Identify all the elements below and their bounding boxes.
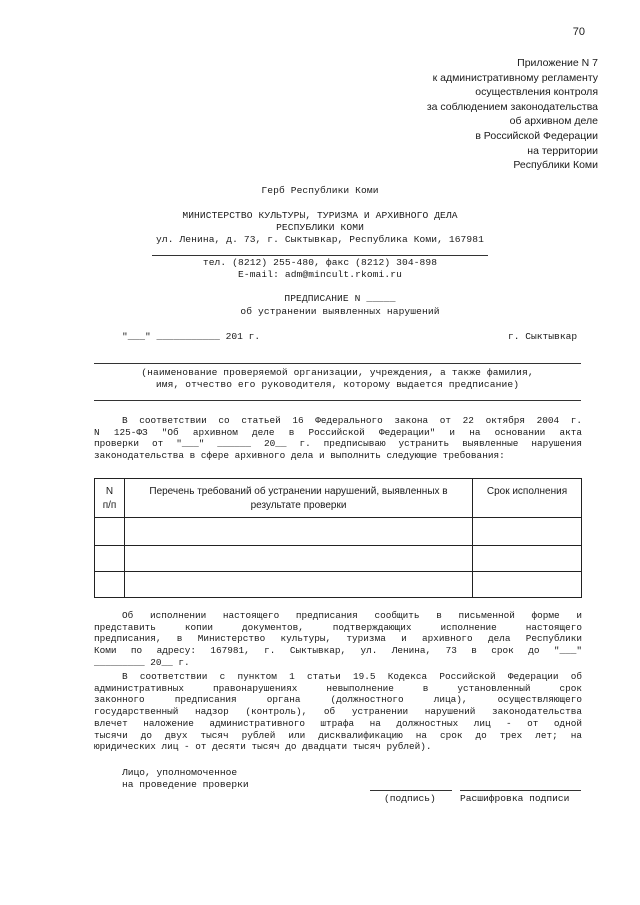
paragraph-line: законного предписания органа (должностного лица), осуществляющего [94, 694, 582, 706]
col-number-header [95, 479, 125, 518]
paragraph-line: В соответствии с пунктом 1 статьи 19.5 Кодекса Российской Федерации об [122, 671, 582, 682]
paragraph-line: предписания, в Министерство культуры, туризма и архивного дела Республики [94, 633, 582, 645]
col-requirements-header [125, 479, 473, 518]
ministry-phone: тел. (8212) 255-480, факс (8212) 304-898 [202, 257, 438, 268]
emblem-caption: Герб Республики Коми [261, 185, 379, 196]
paragraph-line: представить копии документов, подтверждающих исполнение настоящего [94, 621, 582, 633]
appendix-line: Республики Коми [513, 159, 598, 172]
paragraph-line: законодательства в сфере архивного дела и выполнить следующие требования: [94, 450, 505, 462]
ministry-name: МИНИСТЕРСТВО КУЛЬТУРЫ, ТУРИЗМА И АРХИВНОГО ДЕЛА [182, 210, 458, 221]
signature-line[interactable] [370, 790, 452, 791]
execution-paragraph [94, 610, 582, 669]
ministry-name-region: РЕСПУБЛИКИ КОМИ [276, 222, 364, 233]
authorized-person-label: на проведение проверки [122, 779, 249, 790]
table-cell[interactable] [125, 572, 473, 598]
table-cell[interactable] [473, 546, 582, 572]
signature-decode-caption: Расшифровка подписи [460, 793, 570, 804]
org-name-line [94, 363, 581, 364]
document-subtitle: об устранении выявленных нарушений [240, 306, 440, 317]
col-deadline-header [473, 479, 582, 518]
document-title: ПРЕДПИСАНИЕ N _____ [284, 293, 396, 304]
paragraph-line: государственный надзор (контроль), об устранении нарушений законодательства [94, 706, 582, 718]
org-caption: (наименование проверяемой организации, учреждения, а также фамилия, [141, 367, 534, 378]
table-row [95, 518, 582, 546]
signature-caption: (подпись) [384, 793, 436, 804]
header-divider [152, 255, 488, 256]
authorized-person-label: Лицо, уполномоченное [122, 767, 238, 778]
paragraph-line: проверки от "___" ______ 20__ г. предписываю устранить выявленные нарушения [94, 438, 582, 450]
table-header-row [95, 479, 582, 518]
appendix-line: за соблюдением законодательства [426, 100, 598, 113]
paragraph-line: административных правонарушениях невыполнение в установленный срок [94, 682, 582, 694]
paragraph-line: Об исполнении настоящего предписания сообщить в письменной форме и [122, 610, 582, 621]
table-cell[interactable] [95, 518, 125, 546]
liability-paragraph [94, 671, 582, 753]
page-number: 70 [572, 26, 585, 38]
table-cell[interactable] [125, 518, 473, 546]
org-caption: имя, отчество его руководителя, которому выдается предписание) [155, 379, 520, 390]
appendix-line: Приложение N 7 [517, 57, 598, 69]
intro-paragraph [94, 415, 582, 462]
table-cell[interactable] [95, 546, 125, 572]
ministry-email: E-mail: adm@mincult.rkomi.ru [237, 269, 402, 280]
table-cell[interactable] [125, 546, 473, 572]
ministry-address: ул. Ленина, д. 73, г. Сыктывкар, Республика Коми, 167981 [155, 234, 484, 245]
table-row [95, 546, 582, 572]
document-city: г. Сыктывкар [508, 331, 578, 342]
paragraph-line: влечет наложение административного штрафа на должностных лиц - от одной [94, 717, 582, 729]
paragraph-line: _________ 20__ г. [94, 656, 190, 668]
org-name-line-2 [94, 400, 581, 401]
paragraph-line: В соответствии со статьей 16 Федерального закона от 22 октября 2004 г. [122, 415, 582, 426]
col-number-header-text: N п/п [102, 486, 117, 511]
col-requirements-header-text: Перечень требований об устранении нарушений, выявленных в результате проверки [149, 486, 448, 511]
appendix-line: к административному регламенту [432, 71, 598, 84]
appendix-line: в Российской Федерации [475, 129, 598, 142]
paragraph-line: Коми по адресу: 167981, г. Сыктывкар, ул. Ленина, 73 в срок до "___" [94, 645, 582, 657]
col-deadline-header-text: Срок исполнения [486, 486, 568, 497]
appendix-line: об архивном деле [509, 115, 598, 128]
appendix-line: осуществления контроля [475, 86, 598, 99]
appendix-block [427, 56, 598, 173]
appendix-line: на территории [527, 144, 598, 157]
paragraph-line: юридических лиц - от десяти тысяч до двадцати тысяч рублей). [94, 741, 432, 753]
document-date: "___" ___________ 201 г. [122, 331, 261, 342]
requirements-table [94, 478, 582, 598]
signature-decode-line[interactable] [460, 790, 581, 791]
table-row [95, 572, 582, 598]
table-cell[interactable] [95, 572, 125, 598]
table-cell[interactable] [473, 518, 582, 546]
paragraph-line: тысячи до двух тысяч рублей или дисквалификацию на срок до трех лет; на [94, 729, 582, 741]
paragraph-line: N 125-ФЗ "Об архивном деле в Российской Федерации" и на основании акта [94, 426, 582, 438]
table-cell[interactable] [473, 572, 582, 598]
